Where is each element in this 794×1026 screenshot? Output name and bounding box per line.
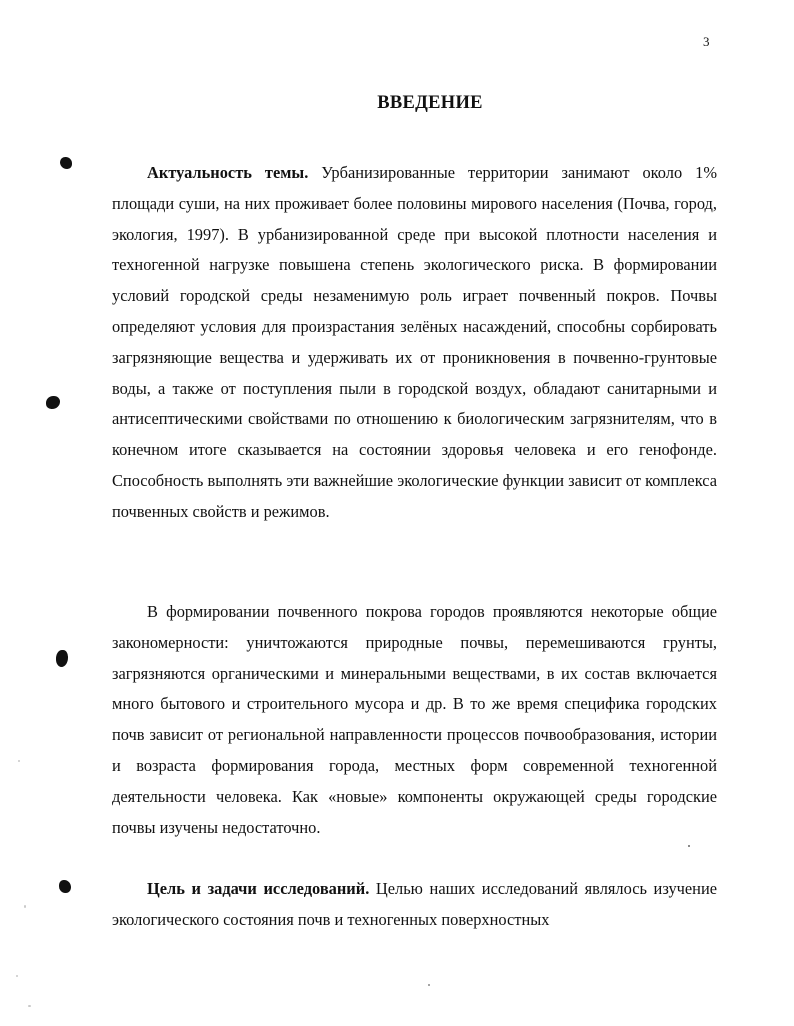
binder-hole-mark [60,157,72,169]
goals-text: Целью наших исследований являлось изучение экологического состояния почв и техногенных поверхностных [112,879,717,929]
paragraph-goals [112,874,717,936]
paragraph-soil-cover-body: В формировании почвенного покрова городов проявляются некоторые общие закономерности: уничтожаются природные почвы, перемешиваются грунты, загрязняются органическими и минеральными веществами, в их состав включается много бытового и строительного мусора и др. В то же время специфика городских почв зависит от региональной направленности процессов почвообразования, истории и возраста формирования города, местных форм современной техногенной деятельности человека. Как «новые» компоненты окружающей среды городские почвы изучены недостаточно. [112,602,717,837]
scan-speck [688,845,690,847]
relevance-text: Урбанизированные территории занимают около 1% площади суши, на них проживает более половины мирового населения (Почва, город, экология, 1997). В урбанизированной среде при высокой плотности населения и техногенной нагрузке повышена степень экологического риска. В формировании условий городской среды незаменимую роль играет почвенный покров. Почвы определяют условия для произрастания зелёных насаждений, способны сорбировать загрязняющие вещества и удерживать их от проникновения в почвенно-грунтовые воды, а также от поступления пыли в городской воздух, обладают санитарными и антисептическими свойствами по отношению к биологическим загрязнителям, что в конечном итоге сказывается на состоянии здоровья человека и его генофонде. Способность выполнять эти важнейшие экологические функции зависит от комплекса почвенных свойств и режимов. [112,163,717,521]
paragraph-relevance-body [112,158,717,528]
binder-hole-mark [59,880,71,893]
goals-heading: Цель и задачи исследований. [147,879,370,898]
scan-speck [16,975,18,977]
relevance-heading: Актуальность темы. [147,163,309,182]
binder-hole-mark [46,396,60,409]
paragraph-soil-cover [112,597,717,843]
scan-speck [28,1005,31,1007]
scan-speck [24,905,26,908]
scan-speck [18,760,20,762]
binder-hole-mark [56,650,68,667]
scan-speck [428,984,430,986]
paragraph-goals-body [112,874,717,936]
page-title: ВВЕДЕНИЕ [377,93,483,113]
paragraph-relevance [112,158,717,528]
page-number: 3 [703,34,710,49]
